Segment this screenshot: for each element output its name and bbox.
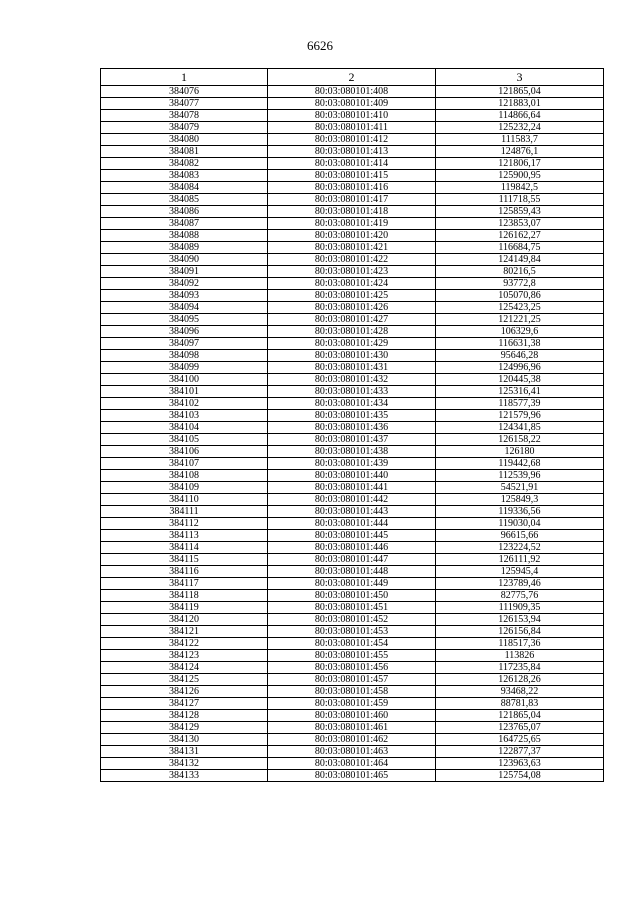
cadastral-number-cell: 80:03:080101:425 <box>268 290 436 302</box>
cadastral-number-cell: 80:03:080101:443 <box>268 506 436 518</box>
row-number-cell: 384127 <box>101 698 268 710</box>
table-body <box>101 86 604 782</box>
table-row <box>101 530 604 542</box>
value-cell: 125945,4 <box>436 566 604 578</box>
cadastral-number-cell: 80:03:080101:441 <box>268 482 436 494</box>
header-row <box>101 69 604 86</box>
table-row <box>101 674 604 686</box>
row-number-cell: 384108 <box>101 470 268 482</box>
row-number-cell: 384101 <box>101 386 268 398</box>
row-number-cell: 384123 <box>101 650 268 662</box>
cadastral-number-cell: 80:03:080101:423 <box>268 266 436 278</box>
row-number-cell: 384098 <box>101 350 268 362</box>
cadastral-number-cell: 80:03:080101:433 <box>268 386 436 398</box>
table-row <box>101 242 604 254</box>
table-row <box>101 686 604 698</box>
cadastral-number-cell: 80:03:080101:439 <box>268 458 436 470</box>
row-number-cell: 384100 <box>101 374 268 386</box>
value-cell: 125754,08 <box>436 770 604 782</box>
row-number-cell: 384093 <box>101 290 268 302</box>
row-number-cell: 384083 <box>101 170 268 182</box>
value-cell: 125423,25 <box>436 302 604 314</box>
cadastral-number-cell: 80:03:080101:422 <box>268 254 436 266</box>
cadastral-number-cell: 80:03:080101:411 <box>268 122 436 134</box>
value-cell: 125316,41 <box>436 386 604 398</box>
row-number-cell: 384104 <box>101 422 268 434</box>
table-row <box>101 506 604 518</box>
value-cell: 118577,39 <box>436 398 604 410</box>
row-number-cell: 384112 <box>101 518 268 530</box>
table-row <box>101 698 604 710</box>
table-row <box>101 446 604 458</box>
cadastral-number-cell: 80:03:080101:447 <box>268 554 436 566</box>
table-row <box>101 398 604 410</box>
table-row <box>101 650 604 662</box>
row-number-cell: 384096 <box>101 326 268 338</box>
table-row <box>101 710 604 722</box>
cadastral-number-cell: 80:03:080101:424 <box>268 278 436 290</box>
table-row <box>101 86 604 98</box>
value-cell: 126158,22 <box>436 434 604 446</box>
value-cell: 123789,46 <box>436 578 604 590</box>
row-number-cell: 384099 <box>101 362 268 374</box>
value-cell: 124876,1 <box>436 146 604 158</box>
row-number-cell: 384119 <box>101 602 268 614</box>
cadastral-number-cell: 80:03:080101:417 <box>268 194 436 206</box>
value-cell: 126162,27 <box>436 230 604 242</box>
table-row <box>101 302 604 314</box>
cadastral-number-cell: 80:03:080101:448 <box>268 566 436 578</box>
cadastral-number-cell: 80:03:080101:455 <box>268 650 436 662</box>
value-cell: 123853,07 <box>436 218 604 230</box>
cadastral-number-cell: 80:03:080101:412 <box>268 134 436 146</box>
row-number-cell: 384132 <box>101 758 268 770</box>
table-header <box>101 69 604 86</box>
row-number-cell: 384126 <box>101 686 268 698</box>
cadastral-number-cell: 80:03:080101:445 <box>268 530 436 542</box>
value-cell: 126153,94 <box>436 614 604 626</box>
row-number-cell: 384117 <box>101 578 268 590</box>
table-row <box>101 266 604 278</box>
table-row <box>101 326 604 338</box>
row-number-cell: 384077 <box>101 98 268 110</box>
value-cell: 111583,7 <box>436 134 604 146</box>
table-row <box>101 470 604 482</box>
table-row <box>101 590 604 602</box>
cadastral-number-cell: 80:03:080101:429 <box>268 338 436 350</box>
table-row <box>101 134 604 146</box>
row-number-cell: 384079 <box>101 122 268 134</box>
table-row <box>101 434 604 446</box>
row-number-cell: 384124 <box>101 662 268 674</box>
value-cell: 95646,28 <box>436 350 604 362</box>
value-cell: 118517,36 <box>436 638 604 650</box>
cadastral-number-cell: 80:03:080101:432 <box>268 374 436 386</box>
row-number-cell: 384086 <box>101 206 268 218</box>
value-cell: 116631,38 <box>436 338 604 350</box>
cadastral-number-cell: 80:03:080101:427 <box>268 314 436 326</box>
row-number-cell: 384103 <box>101 410 268 422</box>
cadastral-number-cell: 80:03:080101:434 <box>268 398 436 410</box>
value-cell: 112539,96 <box>436 470 604 482</box>
table-row <box>101 554 604 566</box>
value-cell: 119030,04 <box>436 518 604 530</box>
value-cell: 106329,6 <box>436 326 604 338</box>
row-number-cell: 384131 <box>101 746 268 758</box>
value-cell: 120445,38 <box>436 374 604 386</box>
cadastral-number-cell: 80:03:080101:415 <box>268 170 436 182</box>
value-cell: 121883,01 <box>436 98 604 110</box>
row-number-cell: 384097 <box>101 338 268 350</box>
table-row <box>101 410 604 422</box>
value-cell: 88781,83 <box>436 698 604 710</box>
table-row <box>101 422 604 434</box>
row-number-cell: 384081 <box>101 146 268 158</box>
row-number-cell: 384090 <box>101 254 268 266</box>
column-header-2: 2 <box>268 69 436 86</box>
value-cell: 126128,26 <box>436 674 604 686</box>
cadastral-number-cell: 80:03:080101:463 <box>268 746 436 758</box>
value-cell: 126156,84 <box>436 626 604 638</box>
value-cell: 111718,55 <box>436 194 604 206</box>
cadastral-number-cell: 80:03:080101:438 <box>268 446 436 458</box>
row-number-cell: 384130 <box>101 734 268 746</box>
table-row <box>101 374 604 386</box>
table-row <box>101 758 604 770</box>
value-cell: 114866,64 <box>436 110 604 122</box>
cadastral-number-cell: 80:03:080101:446 <box>268 542 436 554</box>
table-row <box>101 230 604 242</box>
table-row <box>101 290 604 302</box>
row-number-cell: 384106 <box>101 446 268 458</box>
value-cell: 82775,76 <box>436 590 604 602</box>
cadastral-number-cell: 80:03:080101:418 <box>268 206 436 218</box>
table-row <box>101 626 604 638</box>
value-cell: 121579,96 <box>436 410 604 422</box>
row-number-cell: 384128 <box>101 710 268 722</box>
value-cell: 121221,25 <box>436 314 604 326</box>
cadastral-number-cell: 80:03:080101:430 <box>268 350 436 362</box>
table-row <box>101 218 604 230</box>
table-row <box>101 734 604 746</box>
table-row <box>101 518 604 530</box>
row-number-cell: 384111 <box>101 506 268 518</box>
cadastral-number-cell: 80:03:080101:462 <box>268 734 436 746</box>
value-cell: 126180 <box>436 446 604 458</box>
row-number-cell: 384110 <box>101 494 268 506</box>
cadastral-number-cell: 80:03:080101:459 <box>268 698 436 710</box>
row-number-cell: 384133 <box>101 770 268 782</box>
row-number-cell: 384092 <box>101 278 268 290</box>
cadastral-number-cell: 80:03:080101:454 <box>268 638 436 650</box>
value-cell: 121806,17 <box>436 158 604 170</box>
value-cell: 123765,07 <box>436 722 604 734</box>
row-number-cell: 384115 <box>101 554 268 566</box>
table-row <box>101 314 604 326</box>
cadastral-number-cell: 80:03:080101:456 <box>268 662 436 674</box>
value-cell: 105070,86 <box>436 290 604 302</box>
table-row <box>101 602 604 614</box>
row-number-cell: 384091 <box>101 266 268 278</box>
row-number-cell: 384084 <box>101 182 268 194</box>
cadastral-number-cell: 80:03:080101:444 <box>268 518 436 530</box>
row-number-cell: 384076 <box>101 86 268 98</box>
cadastral-number-cell: 80:03:080101:442 <box>268 494 436 506</box>
cadastral-number-cell: 80:03:080101:450 <box>268 590 436 602</box>
table-row <box>101 362 604 374</box>
table-row <box>101 194 604 206</box>
table-row <box>101 110 604 122</box>
value-cell: 123963,63 <box>436 758 604 770</box>
table-row <box>101 566 604 578</box>
row-number-cell: 384080 <box>101 134 268 146</box>
table-row <box>101 770 604 782</box>
row-number-cell: 384087 <box>101 218 268 230</box>
registry-table <box>100 68 604 782</box>
value-cell: 93772,8 <box>436 278 604 290</box>
page-number: 6626 <box>307 38 333 53</box>
row-number-cell: 384122 <box>101 638 268 650</box>
table-row <box>101 338 604 350</box>
table-row <box>101 146 604 158</box>
row-number-cell: 384118 <box>101 590 268 602</box>
table-row <box>101 746 604 758</box>
table-row <box>101 662 604 674</box>
row-number-cell: 384107 <box>101 458 268 470</box>
cadastral-number-cell: 80:03:080101:440 <box>268 470 436 482</box>
value-cell: 96615,66 <box>436 530 604 542</box>
cadastral-number-cell: 80:03:080101:452 <box>268 614 436 626</box>
row-number-cell: 384085 <box>101 194 268 206</box>
cadastral-number-cell: 80:03:080101:458 <box>268 686 436 698</box>
table-row <box>101 614 604 626</box>
value-cell: 121865,04 <box>436 86 604 98</box>
table-row <box>101 578 604 590</box>
table-row <box>101 482 604 494</box>
row-number-cell: 384094 <box>101 302 268 314</box>
table-row <box>101 278 604 290</box>
cadastral-number-cell: 80:03:080101:457 <box>268 674 436 686</box>
cadastral-number-cell: 80:03:080101:419 <box>268 218 436 230</box>
value-cell: 119336,56 <box>436 506 604 518</box>
cadastral-number-cell: 80:03:080101:461 <box>268 722 436 734</box>
cadastral-number-cell: 80:03:080101:409 <box>268 98 436 110</box>
row-number-cell: 384082 <box>101 158 268 170</box>
value-cell: 119842,5 <box>436 182 604 194</box>
row-number-cell: 384120 <box>101 614 268 626</box>
value-cell: 124149,84 <box>436 254 604 266</box>
cadastral-number-cell: 80:03:080101:410 <box>268 110 436 122</box>
value-cell: 126111,92 <box>436 554 604 566</box>
row-number-cell: 384105 <box>101 434 268 446</box>
cadastral-number-cell: 80:03:080101:414 <box>268 158 436 170</box>
table-row <box>101 158 604 170</box>
value-cell: 116684,75 <box>436 242 604 254</box>
row-number-cell: 384102 <box>101 398 268 410</box>
cadastral-number-cell: 80:03:080101:416 <box>268 182 436 194</box>
cadastral-number-cell: 80:03:080101:426 <box>268 302 436 314</box>
value-cell: 80216,5 <box>436 266 604 278</box>
cadastral-number-cell: 80:03:080101:464 <box>268 758 436 770</box>
value-cell: 54521,91 <box>436 482 604 494</box>
cadastral-number-cell: 80:03:080101:451 <box>268 602 436 614</box>
row-number-cell: 384116 <box>101 566 268 578</box>
row-number-cell: 384113 <box>101 530 268 542</box>
cadastral-number-cell: 80:03:080101:428 <box>268 326 436 338</box>
cadastral-number-cell: 80:03:080101:408 <box>268 86 436 98</box>
value-cell: 124341,85 <box>436 422 604 434</box>
cadastral-number-cell: 80:03:080101:453 <box>268 626 436 638</box>
value-cell: 164725,65 <box>436 734 604 746</box>
value-cell: 119442,68 <box>436 458 604 470</box>
row-number-cell: 384089 <box>101 242 268 254</box>
table-row <box>101 122 604 134</box>
row-number-cell: 384121 <box>101 626 268 638</box>
value-cell: 117235,84 <box>436 662 604 674</box>
table-row <box>101 206 604 218</box>
value-cell: 93468,22 <box>436 686 604 698</box>
value-cell: 125232,24 <box>436 122 604 134</box>
cadastral-number-cell: 80:03:080101:421 <box>268 242 436 254</box>
cadastral-number-cell: 80:03:080101:413 <box>268 146 436 158</box>
value-cell: 125849,3 <box>436 494 604 506</box>
value-cell: 123224,52 <box>436 542 604 554</box>
cadastral-number-cell: 80:03:080101:449 <box>268 578 436 590</box>
row-number-cell: 384095 <box>101 314 268 326</box>
cadastral-number-cell: 80:03:080101:460 <box>268 710 436 722</box>
table-row <box>101 722 604 734</box>
table-row <box>101 98 604 110</box>
row-number-cell: 384078 <box>101 110 268 122</box>
table-row <box>101 182 604 194</box>
column-header-1: 1 <box>101 69 268 86</box>
table-row <box>101 350 604 362</box>
cadastral-number-cell: 80:03:080101:431 <box>268 362 436 374</box>
cadastral-number-cell: 80:03:080101:435 <box>268 410 436 422</box>
cadastral-number-cell: 80:03:080101:437 <box>268 434 436 446</box>
row-number-cell: 384114 <box>101 542 268 554</box>
value-cell: 121865,04 <box>436 710 604 722</box>
value-cell: 111909,35 <box>436 602 604 614</box>
row-number-cell: 384109 <box>101 482 268 494</box>
row-number-cell: 384088 <box>101 230 268 242</box>
value-cell: 125859,43 <box>436 206 604 218</box>
column-header-3: 3 <box>436 69 604 86</box>
value-cell: 122877,37 <box>436 746 604 758</box>
table-row <box>101 254 604 266</box>
value-cell: 113826 <box>436 650 604 662</box>
table-row <box>101 386 604 398</box>
table-row <box>101 542 604 554</box>
value-cell: 124996,96 <box>436 362 604 374</box>
table-row <box>101 638 604 650</box>
row-number-cell: 384125 <box>101 674 268 686</box>
table-row <box>101 170 604 182</box>
table-row <box>101 458 604 470</box>
row-number-cell: 384129 <box>101 722 268 734</box>
cadastral-number-cell: 80:03:080101:465 <box>268 770 436 782</box>
cadastral-number-cell: 80:03:080101:436 <box>268 422 436 434</box>
cadastral-number-cell: 80:03:080101:420 <box>268 230 436 242</box>
value-cell: 125900,95 <box>436 170 604 182</box>
table-row <box>101 494 604 506</box>
